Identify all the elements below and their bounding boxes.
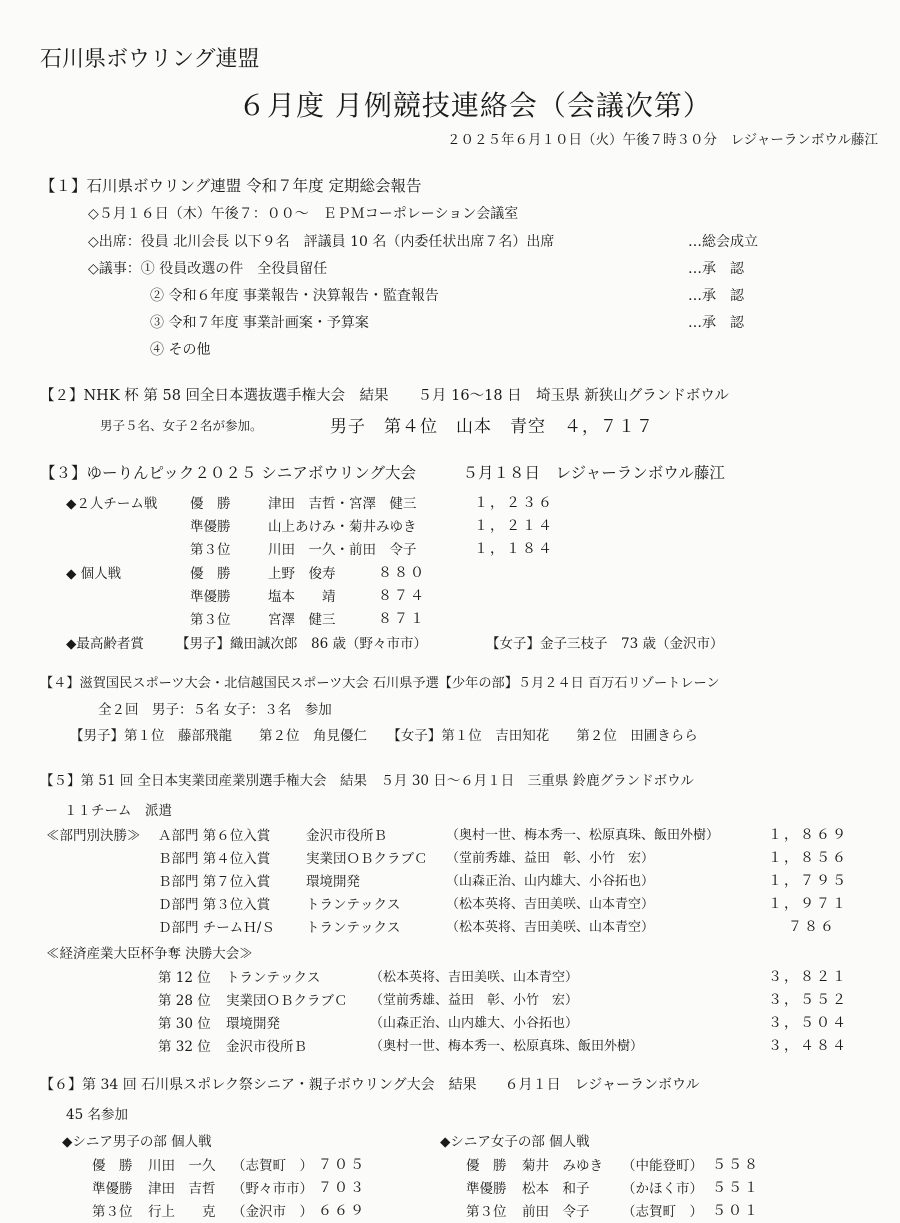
s3-team-score: １，１８４ — [474, 541, 554, 557]
s5-div-score: １，７９５ — [768, 873, 848, 889]
s6-men-name: 津田 吉哲 — [148, 1181, 216, 1197]
s6-men-rank: 第３位 — [92, 1204, 133, 1220]
s5-div-members: （松本英将、吉田美咲、山本青空） — [446, 897, 655, 912]
s5-div-team: 金沢市役所Ｂ — [306, 828, 387, 844]
meeting-dateline: ２０２５年６月１０日（火）午後７時３０分 レジャーランボウル藤江 — [447, 132, 878, 148]
s6-count: 45 名参加 — [66, 1107, 128, 1123]
s5-division-label: ≪部門別決勝≫ — [46, 828, 141, 844]
s4-results: 【男子】第１位 藤部飛龍 第２位 角見優仁 【女子】第１位 吉田知花 第２位 田圃きらら — [70, 728, 698, 744]
s3-team-score: １，２３６ — [474, 495, 554, 511]
s3-eldest-label: ◆最高齢者賞 — [66, 636, 144, 652]
s6-women-score: ５０１ — [712, 1203, 760, 1219]
s3-indiv-score: ８７１ — [378, 611, 426, 627]
s5-meti-members: （堂前秀雄、益田 彰、小竹 宏） — [370, 993, 579, 1008]
s6-men-score: ６６９ — [318, 1203, 366, 1219]
s5-div-members: （山森正治、山内雄大、小谷拓也） — [446, 874, 655, 889]
s5-meti-rank: 第 12 位 — [158, 970, 211, 986]
s3-indiv-label: ◆ 個人戦 — [66, 566, 122, 582]
s5-div-members: （奥村一世、梅本秀一、松原真珠、飯田外樹） — [446, 828, 720, 843]
s6-men-name: 川田 一久 — [148, 1158, 216, 1174]
s5-div-score: １，８５６ — [768, 850, 848, 866]
s6-men-name: 行上 克 — [148, 1204, 216, 1220]
s5-div-score: １，８６９ — [768, 827, 848, 843]
s5-meti-team: トランテックス — [226, 970, 321, 986]
s6-women-rank: 第３位 — [466, 1204, 507, 1220]
s3-team-name: 山上あけみ・菊井みゆき — [268, 519, 417, 535]
s1-agenda-1-result: …承 認 — [688, 261, 744, 277]
s5-teams-sent: １１チーム 派遣 — [64, 803, 172, 819]
section-2-heading: 【２】NHK 杯 第 58 回全日本選抜選手権大会 結果 ５月 16～18 日 埼玉県 新狭山グランドボウル — [40, 388, 729, 404]
page-title: ６月度 月例競技連絡会（会議次第） — [238, 89, 712, 122]
s1-attendance-line: ◇出席：役員 北川会長 以下９名 評議員 10 名（内委任状出席７名）出席 — [88, 234, 555, 250]
section-5-heading: 【５】第 51 回 全日本実業団産業別選手権大会 結果 ５月 30 日～６月１日 三重県 鈴鹿グランドボウル — [40, 773, 694, 789]
s5-meti-rank: 第 30 位 — [158, 1016, 211, 1032]
s3-team-rank: 優 勝 — [190, 496, 231, 512]
s3-eldest-female: 【女子】金子三枝子 73 歳（金沢市） — [486, 636, 724, 652]
s5-div-score: ７８６ — [788, 919, 836, 935]
s6-women-label: ◆シニア女子の部 個人戦 — [440, 1134, 590, 1150]
s3-indiv-rank: 準優勝 — [190, 589, 231, 605]
s5-meti-score: ３，５０４ — [768, 1015, 848, 1031]
s3-indiv-name: 宮澤 健三 — [268, 612, 336, 628]
s5-meti-team: 実業団ＯＢクラブＣ — [226, 993, 348, 1009]
org-name: 石川県ボウリング連盟 — [40, 47, 260, 72]
s5-div-team: 実業団ＯＢクラブＣ — [306, 851, 428, 867]
s3-indiv-name: 塩本 靖 — [268, 589, 336, 605]
s3-indiv-score: ８７４ — [378, 588, 426, 604]
s3-indiv-rank: 第３位 — [190, 612, 231, 628]
s4-participants: 全２回 男子：５名 女子：３名 参加 — [98, 702, 332, 718]
s6-women-score: ５５１ — [712, 1180, 760, 1196]
section-1-heading: 【１】石川県ボウリング連盟 令和７年度 定期総会報告 — [40, 177, 422, 195]
s5-meti-members: （松本英将、吉田美咲、山本青空） — [370, 970, 579, 985]
s6-women-city: （志賀町 ） — [622, 1204, 703, 1220]
s6-men-city: （志賀町 ） — [232, 1158, 313, 1174]
s5-meti-team: 金沢市役所Ｂ — [226, 1039, 307, 1055]
s3-team-rank: 準優勝 — [190, 519, 231, 535]
s5-div-name: Ｂ部門 第４位入賞 — [158, 851, 271, 867]
s6-women-name: 菊井 みゆき — [522, 1158, 603, 1174]
s3-team-name: 川田 一久・前田 令子 — [268, 542, 417, 558]
s5-meti-members: （奥村一世、梅本秀一、松原真珠、飯田外樹） — [370, 1039, 644, 1054]
s5-div-team: トランテックス — [306, 897, 401, 913]
section-3-heading: 【３】ゆーりんピック２０２５ シニアボウリング大会 ５月１８日 レジャーランボウル藤江 — [40, 464, 725, 482]
s3-team-rank: 第３位 — [190, 542, 231, 558]
s5-meti-team: 環境開発 — [226, 1016, 280, 1032]
s5-meti-score: ３，８２１ — [768, 969, 848, 985]
s1-attendance-result: …総会成立 — [688, 234, 758, 250]
s5-meti-rank: 第 28 位 — [158, 993, 211, 1009]
s6-women-name: 松本 和子 — [522, 1181, 590, 1197]
s6-men-rank: 優 勝 — [92, 1158, 133, 1174]
s6-women-city: （中能登町） — [622, 1158, 703, 1174]
s5-div-team: トランテックス — [306, 920, 401, 936]
s6-women-city: （かほく市） — [622, 1181, 703, 1197]
s1-agenda-2-result: …承 認 — [688, 288, 744, 304]
s5-meti-score: ３，５５２ — [768, 992, 848, 1008]
s3-indiv-rank: 優 勝 — [190, 566, 231, 582]
s3-team-name: 津田 吉哲・宮澤 健三 — [268, 496, 417, 512]
s5-meti-members: （山森正治、山内雄大、小谷拓也） — [370, 1016, 579, 1031]
s5-div-name: Ｄ部門 第３位入賞 — [158, 897, 271, 913]
s3-indiv-score: ８８０ — [378, 565, 426, 581]
s2-participants: 男子５名、女子２名が参加。 — [100, 418, 263, 433]
s1-agenda-3: ③ 令和７年度 事業計画案・予算案 — [150, 315, 369, 331]
s6-women-rank: 準優勝 — [466, 1181, 507, 1197]
s6-men-rank: 準優勝 — [92, 1181, 133, 1197]
section-4-heading: 【４】滋賀国民スポーツ大会・北信越国民スポーツ大会 石川県予選【少年の部】５月２４日 百万石リゾートレーン — [40, 676, 720, 691]
s5-div-name: Ｂ部門 第７位入賞 — [158, 874, 271, 890]
s5-meti-score: ３，４８４ — [768, 1038, 848, 1054]
s5-meti-rank: 第 32 位 — [158, 1039, 211, 1055]
s5-meti-label: ≪経済産業大臣杯争奪 決勝大会≫ — [46, 946, 253, 962]
s6-women-name: 前田 令子 — [522, 1204, 590, 1220]
s5-div-name: Ａ部門 第６位入賞 — [158, 828, 271, 844]
section-6-heading: 【６】第 34 回 石川県スポレク祭シニア・親子ボウリング大会 結果 ６月１日 レジャーランボウル — [40, 1077, 700, 1093]
s1-agenda-3-result: …承 認 — [688, 315, 744, 331]
s6-men-city: （野々市市） — [232, 1181, 313, 1197]
s3-team-label: ◆２人チーム戦 — [66, 496, 158, 512]
s5-div-members: （堂前秀雄、益田 彰、小竹 宏） — [446, 851, 655, 866]
s6-men-city: （金沢市 ） — [232, 1204, 313, 1220]
s1-date-line: ◇５月１６日（木）午後７：００～ ＥＰＭコーポレーション会議室 — [88, 206, 519, 222]
s2-result: 男子 第４位 山本 青空 ４，７１７ — [330, 417, 654, 437]
s6-men-score: ７０５ — [318, 1157, 366, 1173]
s6-men-score: ７０３ — [318, 1180, 366, 1196]
s3-eldest-male: 【男子】織田誠次郎 86 歳（野々市市） — [176, 636, 427, 652]
s3-indiv-name: 上野 俊寿 — [268, 566, 336, 582]
s3-team-score: １，２１４ — [474, 518, 554, 534]
s1-agenda-2: ② 令和６年度 事業報告・決算報告・監査報告 — [150, 288, 439, 304]
s6-men-label: ◆シニア男子の部 個人戦 — [62, 1134, 212, 1150]
s6-women-score: ５５８ — [712, 1157, 760, 1173]
s5-div-team: 環境開発 — [306, 874, 360, 890]
s1-agenda-4: ④ その他 — [150, 342, 211, 358]
s6-women-rank: 優 勝 — [466, 1158, 507, 1174]
s1-agenda-1: ◇議事：① 役員改選の件 全役員留任 — [88, 261, 328, 277]
s5-div-name: Ｄ部門 チームＨ/Ｓ — [158, 920, 275, 936]
s5-div-members: （松本英将、吉田美咲、山本青空） — [446, 920, 655, 935]
s5-div-score: １，９７１ — [768, 896, 848, 912]
